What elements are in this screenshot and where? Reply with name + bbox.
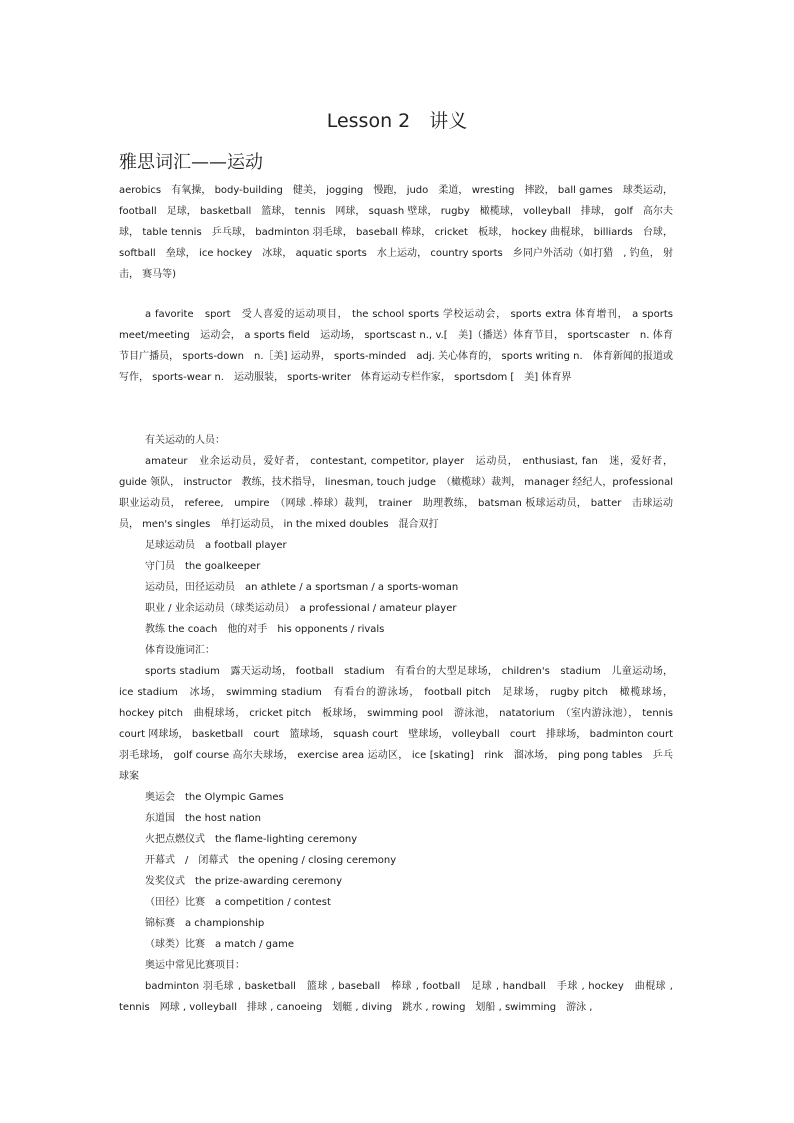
people-line: 足球运动员 a football player [145, 540, 287, 551]
event-line: （田径）比赛 a competition / contest [145, 897, 331, 908]
people-line: 职业 / 业余运动员（球类运动员） a professional / amateur player [145, 603, 457, 614]
event-line: 东道国 the host nation [145, 813, 261, 824]
section-heading: 雅思词汇——运动 [119, 152, 263, 173]
event-line: 火把点燃仪式 the flame-lighting ceremony [145, 834, 358, 845]
page-title: Lesson 2 讲义 [326, 110, 468, 132]
olympic-events-paragraph: badminton 羽毛球 , basketball 篮球 , baseball 棒球 , football 足球 , handball 手球 , hockey 曲棍球 , tennis 网球 , volleyball 排球 , canoeing 划艇 , diving 跳水 , rowing 划船 , swimming 游泳 , [119, 981, 673, 1013]
venues-paragraph: sports stadium 露天运动场， football stadium 有看台的大型足球场， children's stadium 儿童运动场， ice stadium 冰场， swimming stadium 有看台的游泳场， football pitch 足球场， rugby pitch 橄榄球场， hockey pitch 曲棍球场， cricket pitch 板球场， swimming pool 游泳池， natatorium （室内游泳池）， tennis court 网球场， basketball court 篮球场， squash court 壁球场， volleyball court 排球场， badminton court 羽毛球场， golf course 高尔夫球场， exercise area 运动区， ice [skating] rink 溜冰场， ping pong tables 乒乓球案 [119, 666, 683, 782]
event-line: 发奖仪式 the prize-awarding ceremony [145, 876, 343, 887]
people-line: 守门员 the goalkeeper [145, 561, 261, 572]
people-line: 教练 the coach 他的对手 his opponents / rivals [145, 624, 385, 635]
event-line: 开幕式 / 闭幕式 the opening / closing ceremony [145, 855, 397, 866]
people-line: 运动员，田径运动员 an athlete / a sportsman / a sports-woman [145, 582, 459, 593]
event-line: （球类）比赛 a match / game [145, 939, 295, 950]
sports-paragraph: aerobics 有氧操， body-building 健美， jogging 慢跑， judo 柔道， wresting 摔跤， ball games 球类运动， football 足球， basketball 篮球， tennis 网球， squash 壁球， rugby 橄榄球， volleyball 排球， golf 高尔夫球， table tennis 乒乓球， badminton 羽毛球， baseball 棒球， cricket 板球， hockey 曲棍球， billiards 台球， softball 垒球， ice hockey 冰球， aquatic sports 水上运动， country sports 乡同户外活动（如打猎 , 钓鱼， 射击， 赛马等) [119, 185, 673, 280]
people-heading: 有关运动的人员： [145, 435, 225, 446]
sports-vocabulary-block [119, 180, 673, 285]
event-line: 奥运会 the Olympic Games [145, 792, 284, 803]
general-vocabulary-block [119, 304, 673, 388]
people-paragraph: amateur 业余运动员，爱好者， contestant, competitor, player 运动员， enthusiast, fan 迷，爱好者， guide 领队， instructor 教练，技术指导， linesman, touch judge （橄榄球）裁判， manager 经纪人，professional 职业运动员， referee, umpire （网球 .棒球）裁判， trainer 助理教练， batsman 板球运动员， batter 击球运动员， men's singles 单打运动员， in the mixed doubles 混合双打 [119, 456, 683, 530]
people-and-venues-block [119, 430, 683, 1018]
venue-heading: 体育设施词汇： [145, 645, 215, 656]
general-paragraph: a favorite sport 受人喜爱的运动项目， the school sports 学校运动会， sports extra 体育增刊， a sports meet/meeting 运动会， a sports field 运动场， sportscast n., v.[ 美]（播送）体育节目， sportscaster n. 体育节目广播员， sports-down n.［美] 运动界， sports-minded adj. 关心体育的， sports writing n. 体育新闻的报道或写作， sports-wear n. 运动服装， sports-writer 体育运动专栏作家， sportsdom [ 美] 体育界 [119, 309, 673, 383]
event-line: 奥运中常见比赛项目： [145, 960, 245, 971]
event-line: 锦标赛 a championship [145, 918, 265, 929]
